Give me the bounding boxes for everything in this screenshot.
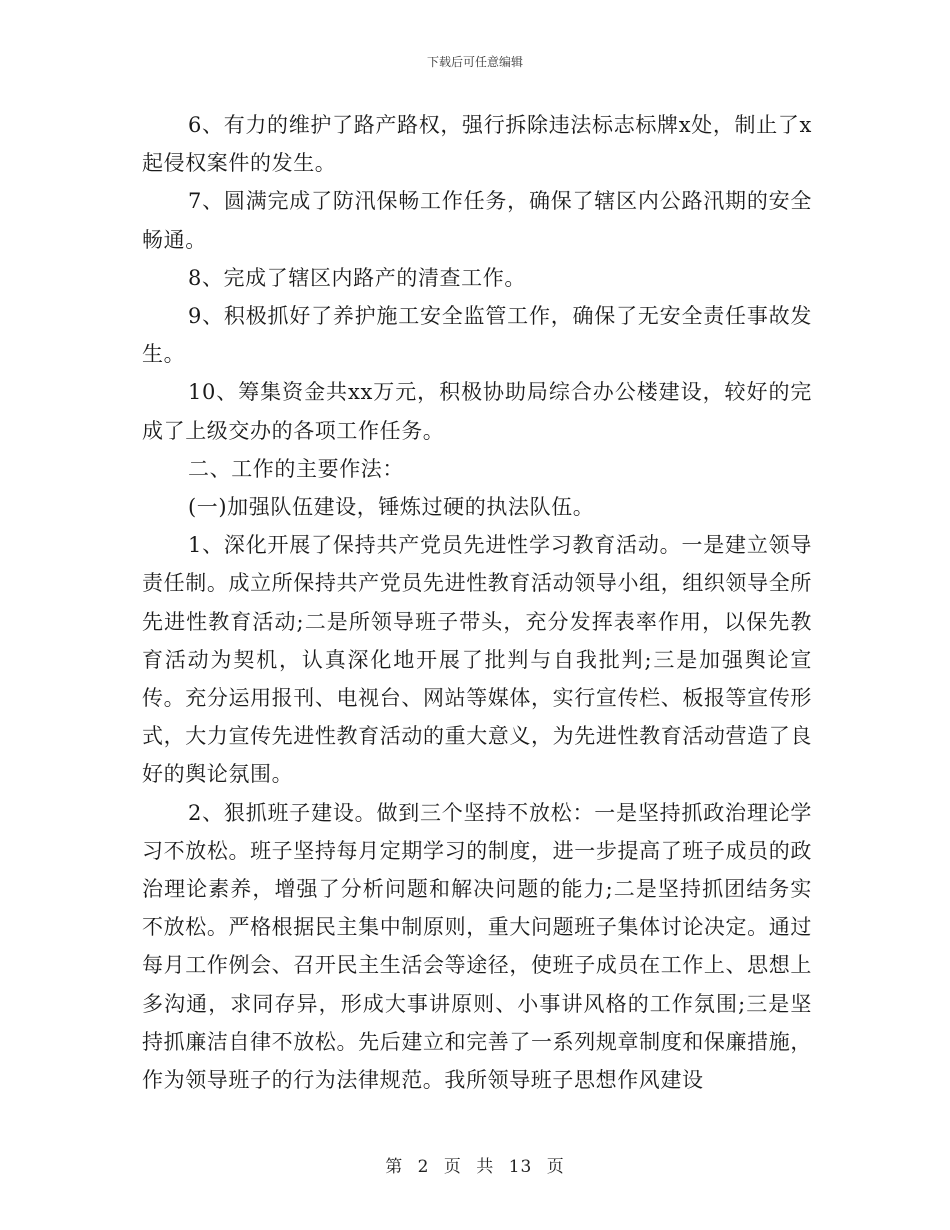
- page-footer: [0, 1152, 950, 1177]
- footer-prefix: 第: [385, 1157, 404, 1177]
- subsection-heading-team-building: (一)加强队伍建设，锤炼过硬的执法队伍。: [188, 495, 595, 520]
- paragraph-item-10: 10、筹集资金共xx万元，积极协助局综合办公楼建设，较好的完成了上级交办的各项工作任务。: [142, 380, 812, 443]
- paragraph-leadership-building: 2、狠抓班子建设。做到三个坚持不放松：一是坚持抓政治理论学习不放松。班子坚持每月定期学习的制度，进一步提高了班子成员的政治理论素养，增强了分析问题和解决问题的能力;二是坚持抓团结务实不放松。严格根据民主集中制原则，重大问题班子集体讨论决定。通过每月工作例会、召开民主生活会等途径，使班子成员在工作上、思想上多沟通，求同存异，形成大事讲原则、小事讲风格的工作氛围;三是坚持抓廉洁自律不放松。先后建立和完善了一系列规章制度和保廉措施，作为领导班子的行为法律规范。我所领导班子思想作风建设: [142, 800, 812, 1093]
- footer-total-pages: 13: [508, 1157, 533, 1177]
- footer-suffix: 页: [546, 1157, 565, 1177]
- paragraph-party-education: 1、深化开展了保持共产党员先进性学习教育活动。一是建立领导责任制。成立所保持共产党员先进性教育活动领导小组，组织领导全所先进性教育活动;二是所领导班子带头，充分发挥表率作用，以保先教育活动为契机，认真深化地开展了批判与自我批判;三是加强舆论宣传。充分运用报刊、电视台、网站等媒体，实行宣传栏、板报等宣传形式，大力宣传先进性教育活动的重大意义，为先进性教育活动营造了良好的舆论氛围。: [142, 533, 812, 787]
- paragraph-item-9: 9、积极抓好了养护施工安全监管工作，确保了无安全责任事故发生。: [142, 304, 812, 367]
- document-body: [142, 106, 812, 1099]
- footer-total-word: 共: [476, 1157, 495, 1177]
- paragraph-item-7: 7、圆满完成了防汛保畅工作任务，确保了辖区内公路汛期的安全畅通。: [142, 189, 812, 252]
- footer-current-page: 2: [417, 1157, 430, 1177]
- section-heading-methods: 二、工作的主要作法：: [188, 456, 404, 481]
- footer-page-word: 页: [443, 1157, 462, 1177]
- page-header: 下载后可任意编辑: [426, 55, 523, 69]
- paragraph-item-6: 6、有力的维护了路产路权，强行拆除违法标志标牌x处，制止了x起侵权案件的发生。: [142, 113, 812, 176]
- paragraph-item-8: 8、完成了辖区内路产的清查工作。: [188, 265, 526, 290]
